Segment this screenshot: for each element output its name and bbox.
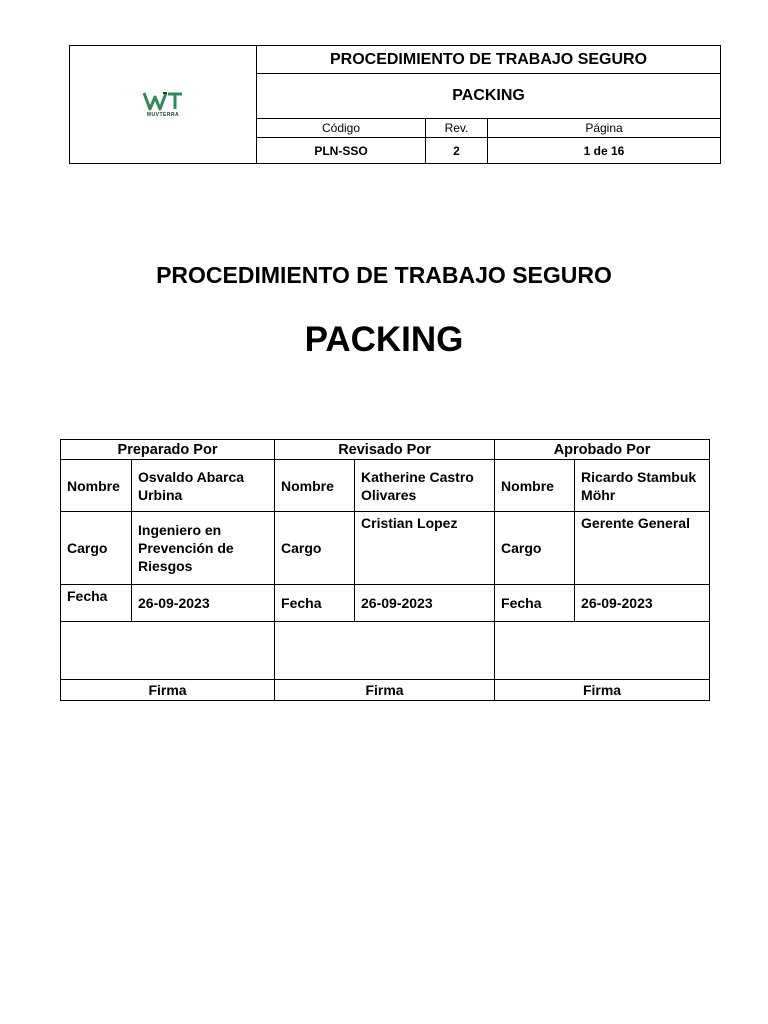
revisado-firma-label: Firma: [275, 680, 495, 701]
company-logo: [142, 91, 184, 118]
aprobado-cargo: Gerente General: [575, 512, 710, 585]
revisado-heading: Revisado Por: [275, 440, 495, 460]
preparado-fecha: 26-09-2023: [132, 585, 275, 622]
nombre-label: Nombre: [275, 460, 355, 512]
fecha-label: Fecha: [275, 585, 355, 622]
document-title: PROCEDIMIENTO DE TRABAJO SEGURO: [156, 262, 612, 288]
aprobado-heading: Aprobado Por: [495, 440, 710, 460]
logo-cell: [70, 46, 257, 164]
cargo-label: Cargo: [61, 512, 132, 585]
cargo-label: Cargo: [275, 512, 355, 585]
revisado-signature-box: [275, 622, 495, 680]
fecha-label: Fecha: [495, 585, 575, 622]
revisado-nombre: Katherine Castro Olivares: [355, 460, 495, 512]
rev-label: Rev.: [426, 119, 488, 138]
pagina-value: 1 de 16: [488, 138, 721, 164]
cargo-label: Cargo: [495, 512, 575, 585]
codigo-label: Código: [257, 119, 426, 138]
codigo-value: PLN-SSO: [257, 138, 426, 164]
revisado-fecha: 26-09-2023: [355, 585, 495, 622]
aprobado-nombre: Ricardo Stambuk Möhr: [575, 460, 710, 512]
nombre-label: Nombre: [495, 460, 575, 512]
fecha-label: Fecha: [61, 585, 132, 622]
preparado-signature-box: [61, 622, 275, 680]
nombre-label: Nombre: [61, 460, 132, 512]
aprobado-signature-box: [495, 622, 710, 680]
header-subtitle: PACKING: [257, 74, 721, 119]
revisado-cargo: Cristian Lopez: [355, 512, 495, 585]
logo-text: MUVTERRA: [146, 111, 180, 118]
document-subtitle: PACKING: [304, 320, 464, 359]
preparado-nombre: Osvaldo Abarca Urbina: [132, 460, 275, 512]
aprobado-fecha: 26-09-2023: [575, 585, 710, 622]
rev-value: 2: [426, 138, 488, 164]
header-title: PROCEDIMIENTO DE TRABAJO SEGURO: [257, 46, 721, 74]
preparado-cargo: Ingeniero en Prevención de Riesgos: [132, 512, 275, 585]
preparado-firma-label: Firma: [61, 680, 275, 701]
aprobado-firma-label: Firma: [495, 680, 710, 701]
pagina-label: Página: [488, 119, 721, 138]
muvterra-logo-icon: [142, 91, 184, 111]
preparado-heading: Preparado Por: [61, 440, 275, 460]
approval-table: [60, 439, 710, 701]
document-header: [69, 45, 721, 164]
